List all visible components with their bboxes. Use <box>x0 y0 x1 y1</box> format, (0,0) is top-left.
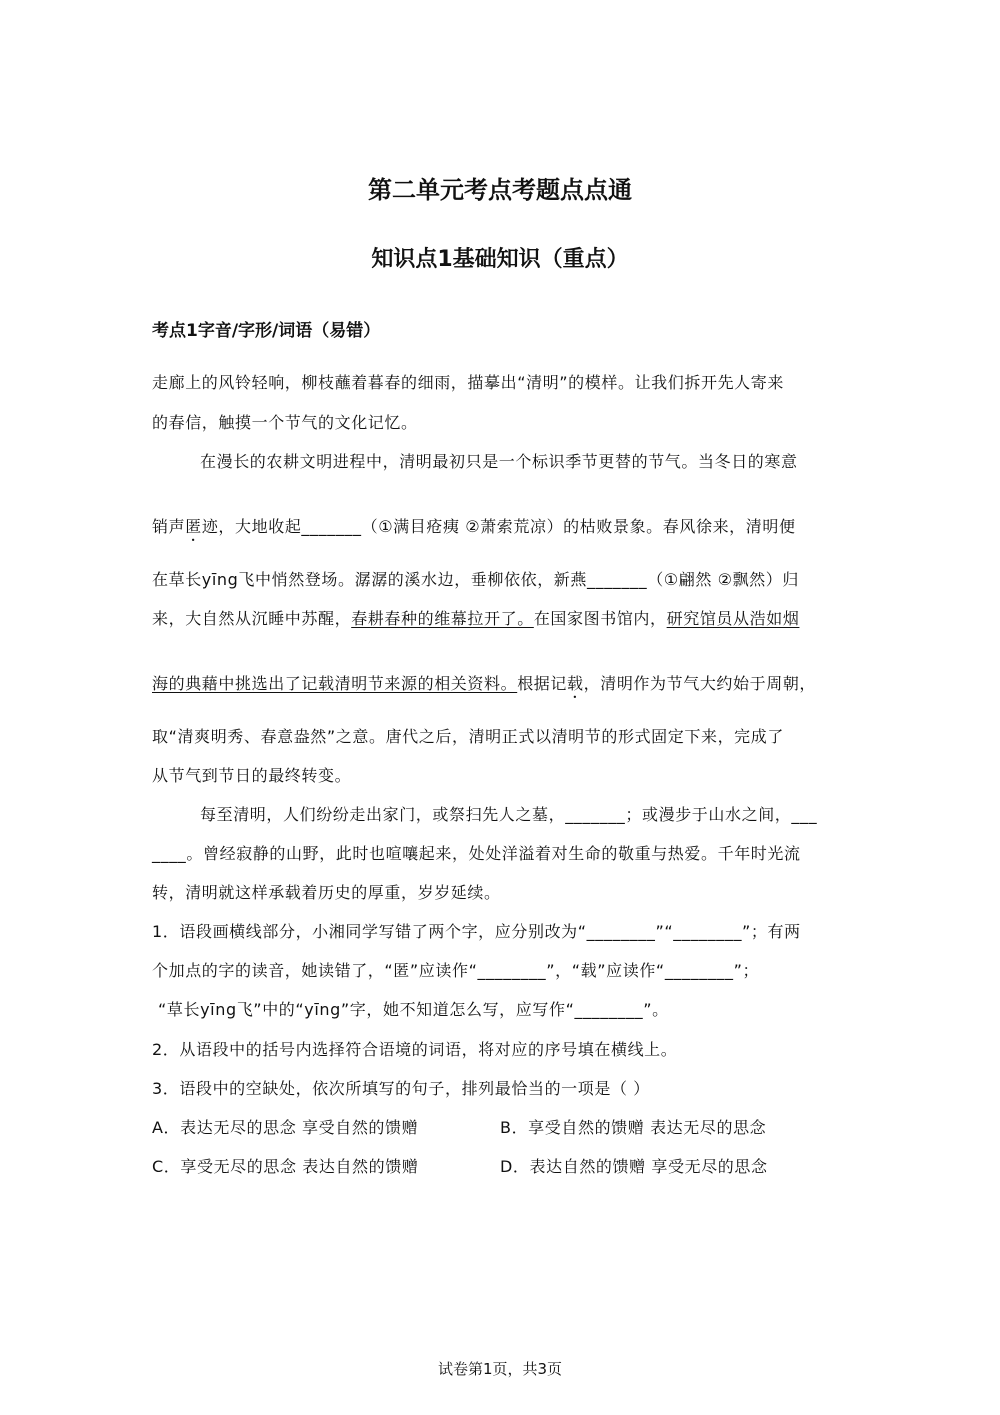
passage-line <box>152 514 796 545</box>
section-heading: 考点1字音/字形/词语（易错） <box>152 321 381 341</box>
passage-line: 取“清爽明秀、春意盎然”之意。唐代之后，清明正式以清明节的形式固定下来，完成了 <box>152 727 784 746</box>
page-title: 第二单元考点考题点点通 <box>368 176 632 204</box>
question-1: 1．语段画横线部分，小湘同学写错了两个字，应分别改为“________”“________”；有两 <box>152 922 801 941</box>
option-d: D．表达自然的馈赠 享受无尽的思念 <box>500 1157 768 1176</box>
question-1-cont: “草长yīng飞”中的“yīng”字，她不知道怎么写，应写作“________”。 <box>158 1000 669 1019</box>
passage-text: 销声 <box>152 517 186 536</box>
passage-line: 走廊上的风铃轻响，柳枝蘸着暮春的细雨，描摹出“清明”的模样。让我们拆开先人寄来 <box>152 373 784 392</box>
question-1-cont: 个加点的字的读音，她读错了，“匿”应读作“________”，“载”应读作“________”； <box>152 961 760 980</box>
passage-line: ____。曾经寂静的山野，此时也喧嚷起来，处处洋溢着对生命的敬重与热爱。千年时光流 <box>152 844 801 863</box>
passage-line: 在漫长的农耕文明进程中，清明最初只是一个标识季节更替的节气。当冬日的寒意 <box>200 452 798 471</box>
passage-line <box>152 671 816 702</box>
passage-line: 每至清明，人们纷纷走出家门，或祭扫先人之墓，_______；或漫步于山水之间，___ <box>200 805 818 824</box>
passage-line: 的春信，触摸一个节气的文化记忆。 <box>152 413 418 432</box>
passage-text: 迹，大地收起_______（①满目疮痍 ②萧索荒凉）的枯败景象。春风徐来，清明便 <box>201 517 796 536</box>
underlined-text: 海的典藉中挑选出了记载清明节来源的相关资料。 <box>152 674 518 693</box>
question-3: 3．语段中的空缺处，依次所填写的句子，排列最恰当的一项是（ ） <box>152 1079 650 1098</box>
page-footer: 试卷第1页，共3页 <box>437 1360 563 1378</box>
passage-line: 转，清明就这样承载着历史的厚重，岁岁延续。 <box>152 883 501 902</box>
passage-text: 根据记 <box>517 674 568 693</box>
passage-line: 在草长yīng飞中悄然登场。潺潺的溪水边，垂柳依依，新燕_______（①翩然 ②飘然）归 <box>152 570 799 589</box>
passage-line <box>152 606 799 629</box>
dotted-char: 载 <box>567 674 584 693</box>
dotted-char: 匿 <box>185 517 202 536</box>
option-a: A．表达无尽的思念 享受自然的馈赠 <box>152 1118 419 1137</box>
passage-text: 在国家图书馆内， <box>533 609 667 628</box>
underlined-text: 春耕春种的维幕拉开了。 <box>351 609 534 628</box>
underlined-text: 研究馆员从浩如烟 <box>666 609 800 628</box>
question-2: 2．从语段中的括号内选择符合语境的词语，将对应的序号填在横线上。 <box>152 1040 678 1059</box>
passage-text: ，清明作为节气大约始于周朝， <box>583 674 817 693</box>
passage-line: 从节气到节日的最终转变。 <box>152 766 352 785</box>
page-subtitle: 知识点1基础知识（重点） <box>371 247 629 272</box>
passage-text: 来，大自然从沉睡中苏醒， <box>152 609 352 628</box>
option-c: C．享受无尽的思念 表达自然的馈赠 <box>152 1157 419 1176</box>
option-b: B．享受自然的馈赠 表达无尽的思念 <box>500 1118 767 1137</box>
